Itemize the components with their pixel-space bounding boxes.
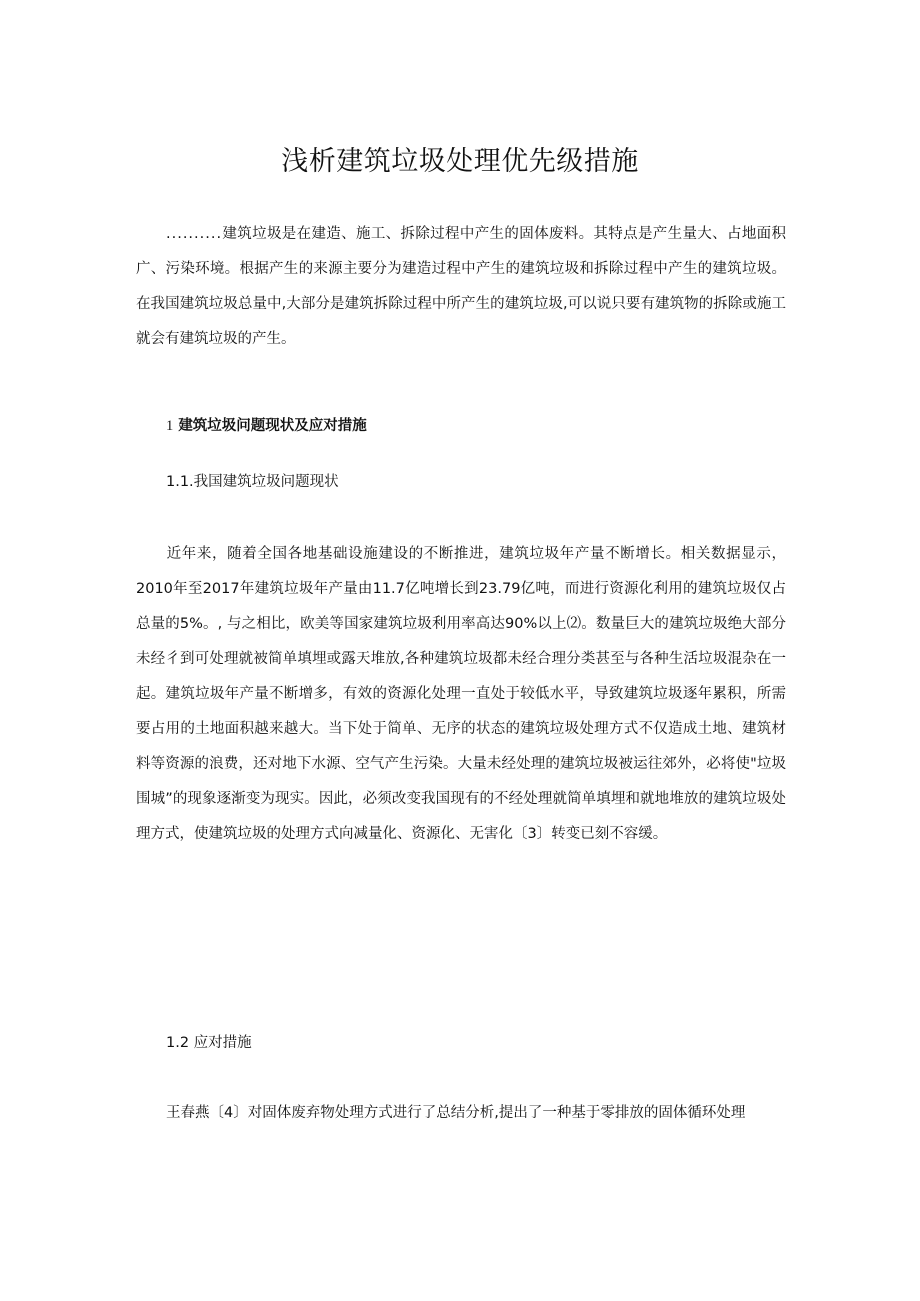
intro-text: 建筑垃圾是在建造、施工、拆除过程中产生的固体废料。其特点是产生量大、占地面积广、污染环境。根据产生的来源主要分为建造过程中产生的建筑垃圾和拆除过程中产生的建筑垃圾。在我国建筑垃圾总量中,大部分是建筑拆除过程中所产生的建筑垃圾,可以说只要有建筑物的拆除或施工就会有建筑垃圾的产生。 xyxy=(136,226,786,347)
section-1-1-body: 近年来，随着全国各地基础设施建设的不断推进，建筑垃圾年产量不断增长。相关数据显示，2010年至2017年建筑垃圾年产量由11.7亿吨增长到23.79亿吨，而进行资源化利用的建筑垃圾仅占总量的5%。, 与之相比，欧美等国家建筑垃圾利用率高达90%以上⑵。数量巨大的建筑垃圾绝大部分未经彳到可处理就被简单填埋或露天堆放,各种建筑垃圾都未经合理分类甚至与各种生活垃圾混杂在一起。建筑垃圾年产量不断增多，有效的资源化处理一直处于较低水平，导致建筑垃圾逐年累积，所需要占用的土地面积越来越大。当下处于简单、无序的状态的建筑垃圾处理方式不仅造成土地、建筑材料等资源的浪费，还对地下水源、空气产生污染。大量未经处理的建筑垃圾被运往郊外，必将使"垃圾围城”的现象逐渐变为现实。因此，必须改变我国现有的不经处理就简单填埋和就地堆放的建筑垃圾处理方式，使建筑垃圾的处理方式向减量化、资源化、无害化〔3〕转变已刻不容缓。 xyxy=(136,546,786,842)
section-1-2-body: 王春燕〔4〕对固体废弃物处理方式进行了总结分析,提出了一种基于零排放的固体循环处理 xyxy=(166,1105,746,1121)
document-title: 浅析建筑垃圾处理优先级措施 xyxy=(281,146,639,177)
intro-dots: .......... xyxy=(166,226,223,242)
section-1-2-paragraph xyxy=(136,1096,786,1131)
section-1-2-heading: 1.2 应对措施 xyxy=(166,1035,252,1051)
intro-paragraph xyxy=(136,217,786,357)
section-1-1-heading: 1.1.我国建筑垃圾问题现状 xyxy=(166,474,339,490)
section-1-1-paragraph xyxy=(136,537,786,852)
section-1-number: 1 xyxy=(166,418,174,434)
section-1-heading xyxy=(166,414,367,438)
section-1-title: 建筑垃圾问题现状及应对措施 xyxy=(178,418,367,434)
